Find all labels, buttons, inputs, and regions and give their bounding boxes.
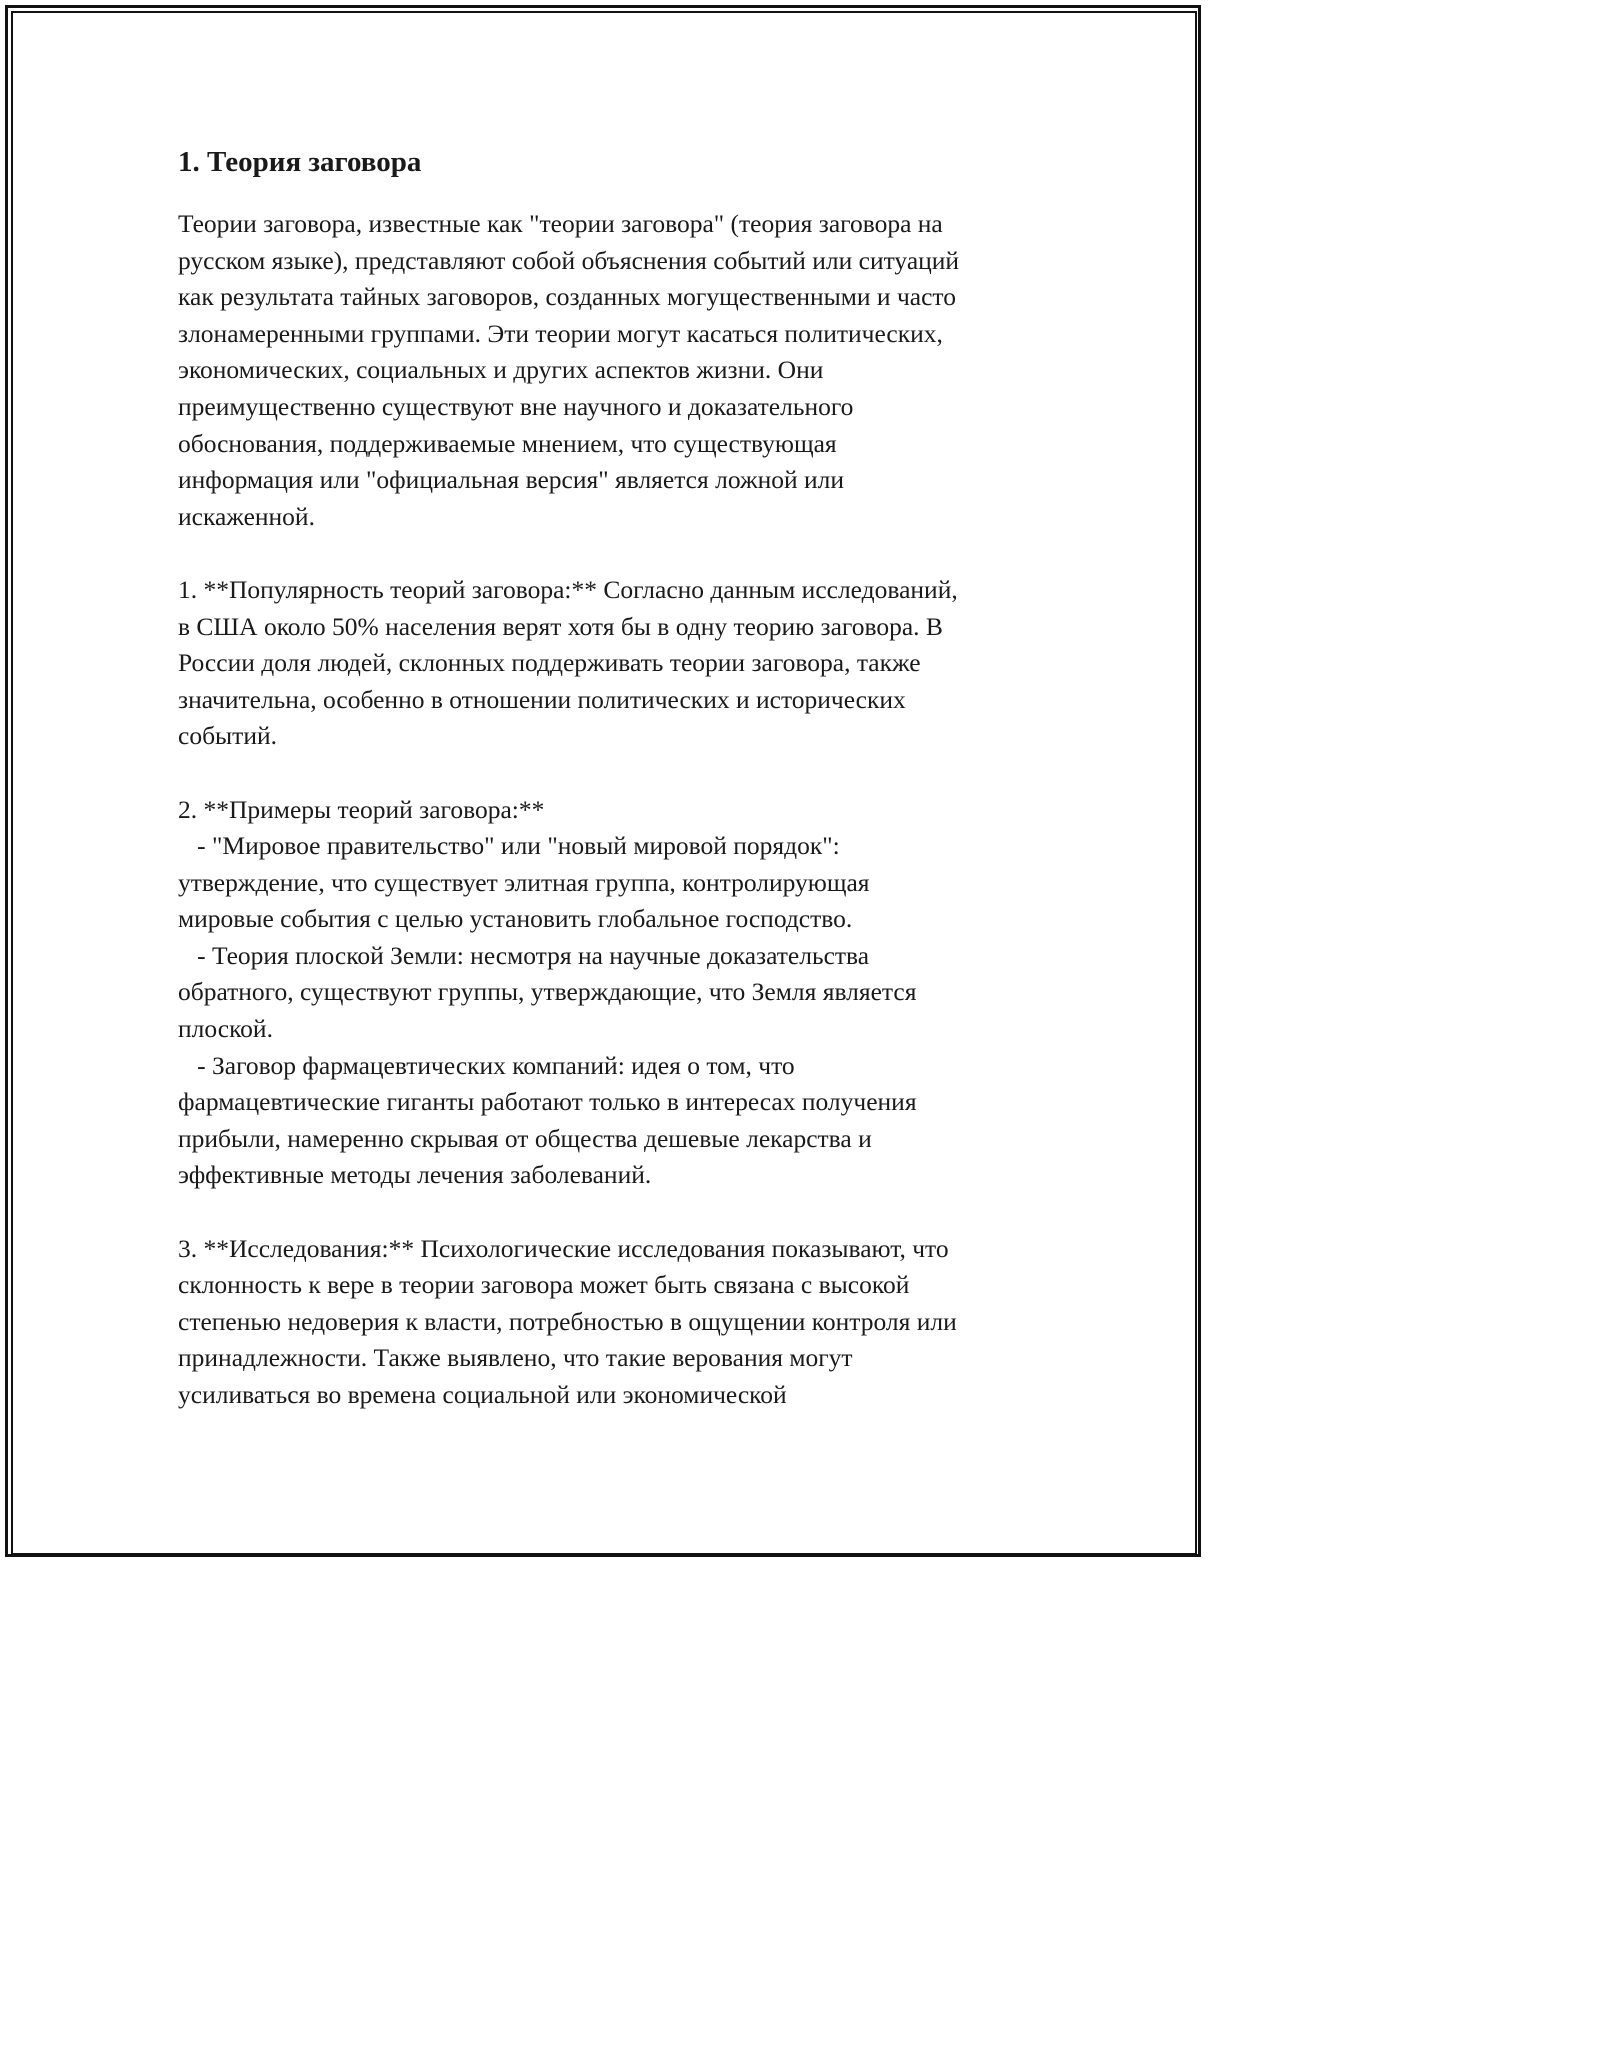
text-line: значительна, особенно в отношении политических и исторических — [178, 684, 906, 714]
text-line: 3. **Исследования:** Психологические исследования показывают, что — [178, 1233, 949, 1263]
document-heading: 1. Теория заговора — [178, 146, 422, 178]
text-line: - Теория плоской Земли: несмотря на научные доказательства — [178, 940, 870, 970]
text-line: плоской. — [178, 1014, 273, 1044]
text-line: обоснования, поддерживаемые мнением, что существующая — [178, 428, 837, 458]
text-line: Теории заговора, известные как "теории заговора" (теория заговора на — [178, 209, 943, 238]
text-line: склонность к вере в теории заговора может быть связана с высокой — [178, 1270, 910, 1300]
text-line: событий. — [178, 721, 277, 751]
paragraph-gap — [178, 535, 1058, 572]
text-line: мировые события с целью установить глобальное господство. — [178, 904, 853, 934]
section-research — [178, 1231, 1058, 1414]
text-line: прибыли, намеренно скрывая от общества дешевые лекарства и — [178, 1123, 872, 1153]
text-line: утверждение, что существует элитная группа, контролирующая — [178, 867, 870, 897]
text-line: информация или "официальная версия" является ложной или — [178, 465, 845, 495]
section-examples — [178, 792, 1058, 1195]
text-line: усиливаться во времена социальной или экономической — [178, 1380, 787, 1409]
intro-paragraph — [178, 206, 1058, 535]
text-line: искаженной. — [178, 501, 315, 531]
paragraph-gap — [178, 1194, 1058, 1231]
text-line: - "Мировое правительство" или "новый мировой порядок": — [178, 831, 840, 861]
text-line: эффективные методы лечения заболеваний. — [178, 1160, 652, 1190]
section-popularity — [178, 572, 1058, 755]
text-line: 2. **Примеры теорий заговора:** — [178, 794, 545, 824]
text-line: преимущественно существуют вне научного и доказательного — [178, 391, 854, 421]
text-line: степенью недоверия к власти, потребностью в ощущении контроля или — [178, 1306, 957, 1336]
text-line: русском языке), представляют собой объяснения событий или ситуаций — [178, 245, 960, 275]
text-line: 1. **Популярность теорий заговора:** Согласно данным исследований, — [178, 574, 958, 604]
paragraph-gap — [178, 755, 1058, 792]
document-body — [178, 140, 1058, 1414]
text-line: экономических, социальных и других аспектов жизни. Они — [178, 355, 824, 385]
text-line: как результата тайных заговоров, созданных могущественными и часто — [178, 282, 956, 312]
text-line: обратного, существуют группы, утверждающие, что Земля является — [178, 977, 917, 1007]
text-line: России доля людей, склонных поддерживать теории заговора, также — [178, 648, 921, 678]
text-line: в США около 50% населения верят хотя бы в одну теорию заговора. В — [178, 611, 943, 641]
text-line: фармацевтические гиганты работают только в интересах получения — [178, 1087, 917, 1117]
text-line: - Заговор фармацевтических компаний: идея о том, что — [178, 1050, 795, 1080]
text-line: принадлежности. Также выявлено, что такие верования могут — [178, 1343, 853, 1373]
text-line: злонамеренными группами. Эти теории могут касаться политических, — [178, 318, 943, 348]
